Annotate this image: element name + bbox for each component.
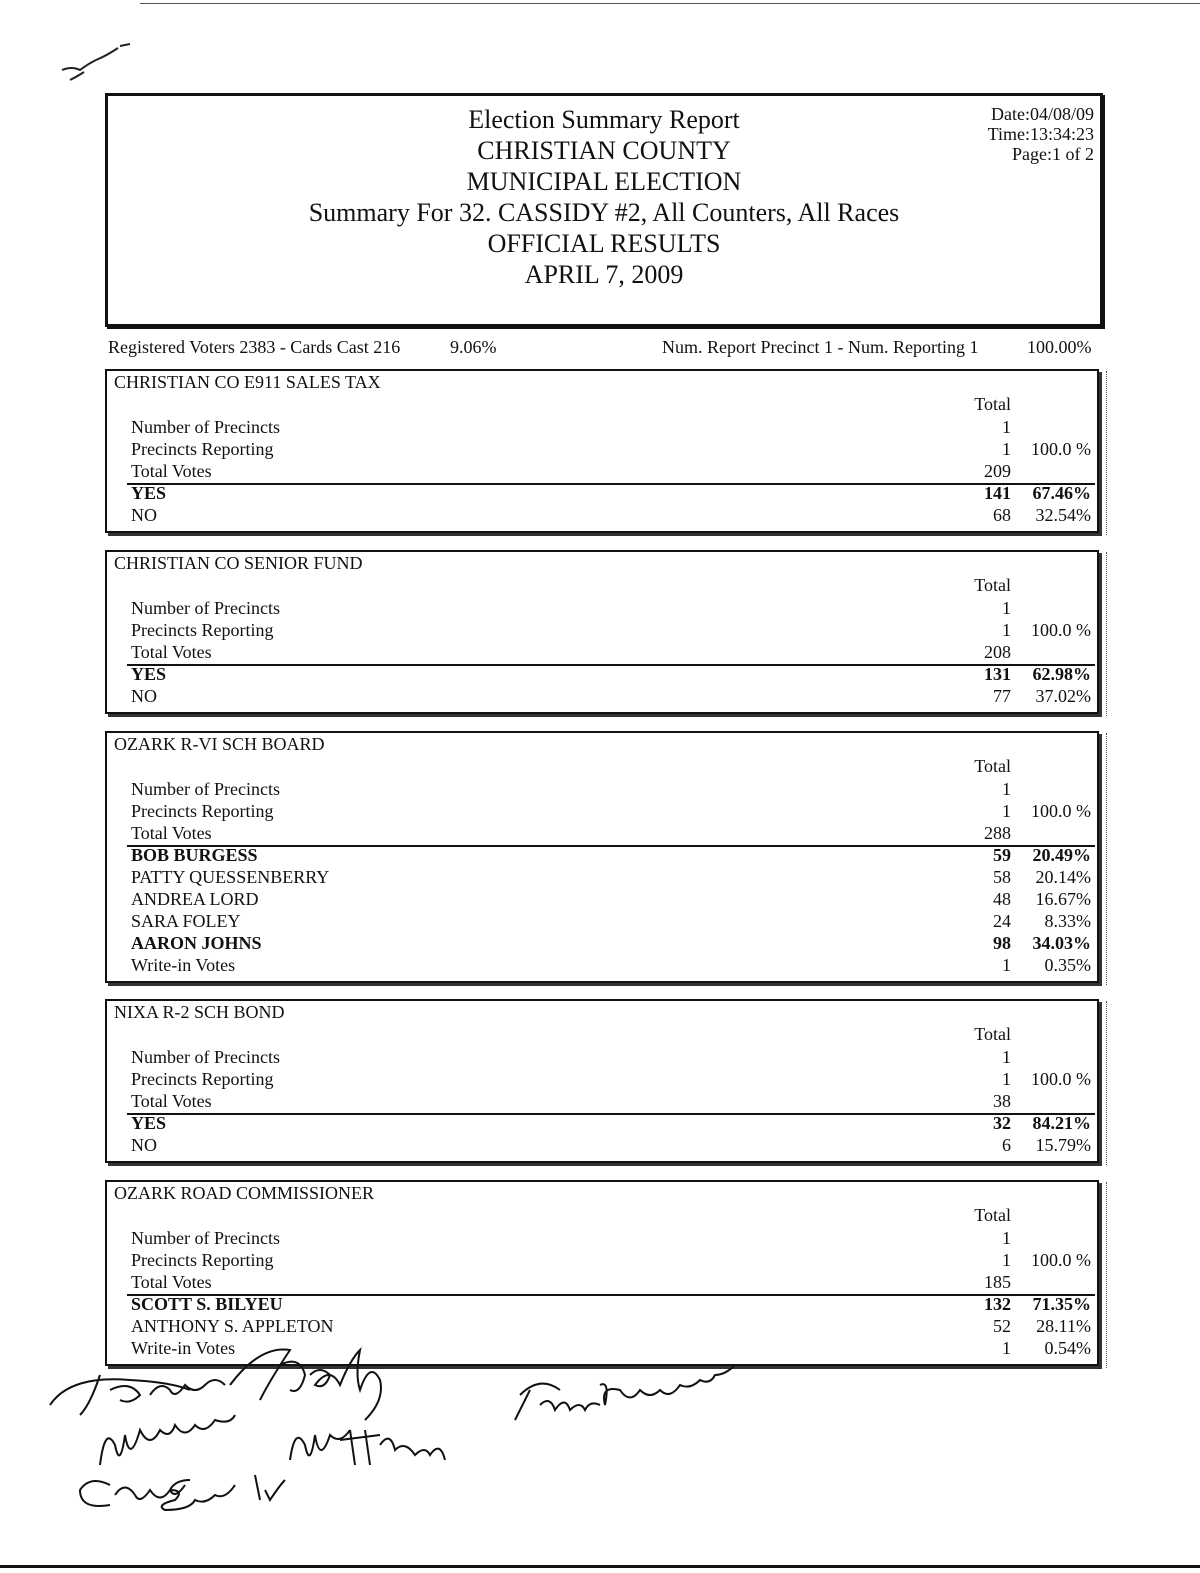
choice-label: YES (131, 1113, 167, 1133)
vote-count: 1 (1002, 1228, 1011, 1248)
race-title: CHRISTIAN CO E911 SALES TAX (114, 372, 381, 392)
stat-label: Number of Precincts (131, 1047, 280, 1067)
vote-count: 1 (1002, 955, 1011, 975)
summary-scope: Summary For 32. CASSIDY #2, All Counters, All Races (308, 198, 900, 227)
vote-count: 98 (993, 933, 1011, 953)
vote-percent: 15.79% (1035, 1135, 1091, 1155)
stat-row (131, 597, 1093, 619)
stat-row (131, 1068, 1093, 1090)
stat-row (131, 1271, 1093, 1293)
vote-count: 77 (993, 686, 1011, 706)
page-number: Page:1 of 2 (1012, 144, 1094, 164)
vote-count: 1 (1002, 779, 1011, 799)
choice-label: PATTY QUESSENBERRY (131, 867, 330, 887)
report-date: Date:04/08/09 (991, 104, 1094, 124)
vote-percent: 84.21% (1032, 1113, 1091, 1133)
choice-label: SARA FOLEY (131, 911, 241, 931)
choice-row (131, 685, 1093, 707)
stat-label: Total Votes (131, 1272, 212, 1292)
vote-percent: 100.0 % (1031, 801, 1091, 821)
stat-row (131, 641, 1093, 663)
choice-row (131, 482, 1093, 504)
choice-label: ANTHONY S. APPLETON (131, 1316, 334, 1336)
stat-label: Precincts Reporting (131, 439, 274, 459)
stat-label: Number of Precincts (131, 417, 280, 437)
vote-count: 1 (1002, 801, 1011, 821)
vote-percent: 37.02% (1035, 686, 1091, 706)
stat-label: Number of Precincts (131, 1228, 280, 1248)
vote-count: 24 (993, 911, 1011, 931)
total-column-header: Total (974, 1205, 1011, 1225)
stat-row (131, 1046, 1093, 1068)
race-title: OZARK R-VI SCH BOARD (114, 734, 325, 754)
scan-edge-mark (1106, 552, 1107, 716)
choice-row (131, 910, 1093, 932)
stat-label: Precincts Reporting (131, 801, 274, 821)
vote-percent: 20.49% (1032, 845, 1091, 865)
county-name: CHRISTIAN COUNTY (477, 136, 731, 165)
vote-count: 38 (993, 1091, 1011, 1111)
choice-row (131, 866, 1093, 888)
race-box (105, 369, 1099, 533)
election-name: MUNICIPAL ELECTION (466, 167, 742, 196)
vote-count: 288 (984, 823, 1011, 843)
vote-percent: 100.0 % (1031, 1250, 1091, 1270)
report-time: Time:13:34:23 (987, 124, 1094, 144)
election-date: APRIL 7, 2009 (524, 260, 684, 289)
vote-count: 32 (993, 1113, 1011, 1133)
stat-label: Precincts Reporting (131, 1069, 274, 1089)
choice-label: YES (131, 483, 167, 503)
choice-label: NO (131, 686, 157, 706)
scan-edge-mark (1106, 1182, 1107, 1368)
vote-percent: 0.35% (1044, 955, 1091, 975)
choice-row (131, 844, 1093, 866)
race-box (105, 731, 1099, 983)
vote-count: 1 (1002, 1047, 1011, 1067)
vote-count: 131 (984, 664, 1011, 684)
bottom-edge-line (0, 1565, 1200, 1568)
stat-label: Number of Precincts (131, 598, 280, 618)
vote-count: 1 (1002, 1338, 1011, 1358)
total-column-header: Total (974, 1024, 1011, 1044)
choice-row (131, 1315, 1093, 1337)
race-box (105, 999, 1099, 1163)
vote-count: 208 (984, 642, 1011, 662)
vote-count: 48 (993, 889, 1011, 909)
total-column-header: Total (974, 394, 1011, 414)
vote-count: 1 (1002, 1250, 1011, 1270)
precincts-reporting-percent: 100.00% (1027, 337, 1092, 357)
vote-percent: 16.67% (1035, 889, 1091, 909)
vote-percent: 100.0 % (1031, 620, 1091, 640)
choice-row (131, 663, 1093, 685)
header-meta (988, 104, 1094, 164)
stat-row (131, 778, 1093, 800)
vote-percent: 32.54% (1035, 505, 1091, 525)
stat-label: Total Votes (131, 642, 212, 662)
vote-count: 1 (1002, 620, 1011, 640)
vote-percent: 100.0 % (1031, 439, 1091, 459)
vote-count: 59 (993, 845, 1011, 865)
choice-row (131, 504, 1093, 526)
total-column-header: Total (974, 575, 1011, 595)
stat-row (131, 1227, 1093, 1249)
stat-row (131, 800, 1093, 822)
stat-label: Total Votes (131, 461, 212, 481)
vote-percent: 62.98% (1032, 664, 1091, 684)
margin-scribble (60, 40, 140, 90)
vote-count: 1 (1002, 598, 1011, 618)
report-title: Election Summary Report (468, 105, 740, 134)
choice-label: Write-in Votes (131, 955, 236, 975)
vote-percent: 20.14% (1035, 867, 1091, 887)
vote-count: 68 (993, 505, 1011, 525)
race-box (105, 550, 1099, 714)
vote-percent: 0.54% (1044, 1338, 1091, 1358)
stat-row (131, 460, 1093, 482)
stat-row (131, 438, 1093, 460)
choice-label: YES (131, 664, 167, 684)
vote-count: 58 (993, 867, 1011, 887)
choice-row (131, 1112, 1093, 1134)
stat-row (131, 1249, 1093, 1271)
vote-count: 1 (1002, 1069, 1011, 1089)
stat-label: Total Votes (131, 1091, 212, 1111)
stat-row (131, 822, 1093, 844)
vote-percent: 67.46% (1032, 483, 1091, 503)
choice-label: ANDREA LORD (131, 889, 259, 909)
choice-row (131, 932, 1093, 954)
registered-voters: Registered Voters 2383 - Cards Cast 216 (108, 337, 401, 357)
choice-label: SCOTT S. BILYEU (131, 1294, 283, 1314)
race-title: CHRISTIAN CO SENIOR FUND (114, 553, 363, 573)
vote-count: 185 (984, 1272, 1011, 1292)
scan-edge-mark (1106, 371, 1107, 535)
vote-count: 6 (1002, 1135, 1011, 1155)
race-box (105, 1180, 1099, 1366)
vote-count: 1 (1002, 417, 1011, 437)
choice-label: NO (131, 1135, 157, 1155)
turnout-percent: 9.06% (450, 337, 497, 357)
stat-row (131, 1090, 1093, 1112)
choice-label: Write-in Votes (131, 1338, 236, 1358)
race-title: OZARK ROAD COMMISSIONER (114, 1183, 375, 1203)
stat-row (131, 619, 1093, 641)
vote-percent: 71.35% (1032, 1294, 1091, 1314)
choice-label: AARON JOHNS (131, 933, 262, 953)
choice-label: NO (131, 505, 157, 525)
results-status: OFFICIAL RESULTS (487, 229, 721, 258)
report-header (105, 93, 1103, 327)
vote-percent: 34.03% (1032, 933, 1091, 953)
choice-row (131, 1293, 1093, 1315)
vote-percent: 28.11% (1036, 1316, 1091, 1336)
vote-count: 52 (993, 1316, 1011, 1336)
header-title-block (108, 104, 1100, 290)
race-title: NIXA R-2 SCH BOND (114, 1002, 285, 1022)
vote-count: 141 (984, 483, 1011, 503)
vote-percent: 100.0 % (1031, 1069, 1091, 1089)
vote-percent: 8.33% (1044, 911, 1091, 931)
handwritten-signatures (40, 1345, 800, 1515)
choice-row (131, 1134, 1093, 1156)
scan-edge-mark (1106, 733, 1107, 985)
choice-label: BOB BURGESS (131, 845, 258, 865)
vote-count: 1 (1002, 439, 1011, 459)
vote-count: 209 (984, 461, 1011, 481)
top-edge-line (140, 3, 1200, 4)
stat-label: Precincts Reporting (131, 1250, 274, 1270)
stat-label: Precincts Reporting (131, 620, 274, 640)
stat-label: Number of Precincts (131, 779, 280, 799)
choice-row (131, 888, 1093, 910)
precincts-reporting-summary: Num. Report Precinct 1 - Num. Reporting 1 (662, 337, 979, 357)
scan-edge-mark (1106, 1001, 1107, 1165)
total-column-header: Total (974, 756, 1011, 776)
stat-row (131, 416, 1093, 438)
vote-count: 132 (984, 1294, 1011, 1314)
choice-row (131, 954, 1093, 976)
stat-label: Total Votes (131, 823, 212, 843)
